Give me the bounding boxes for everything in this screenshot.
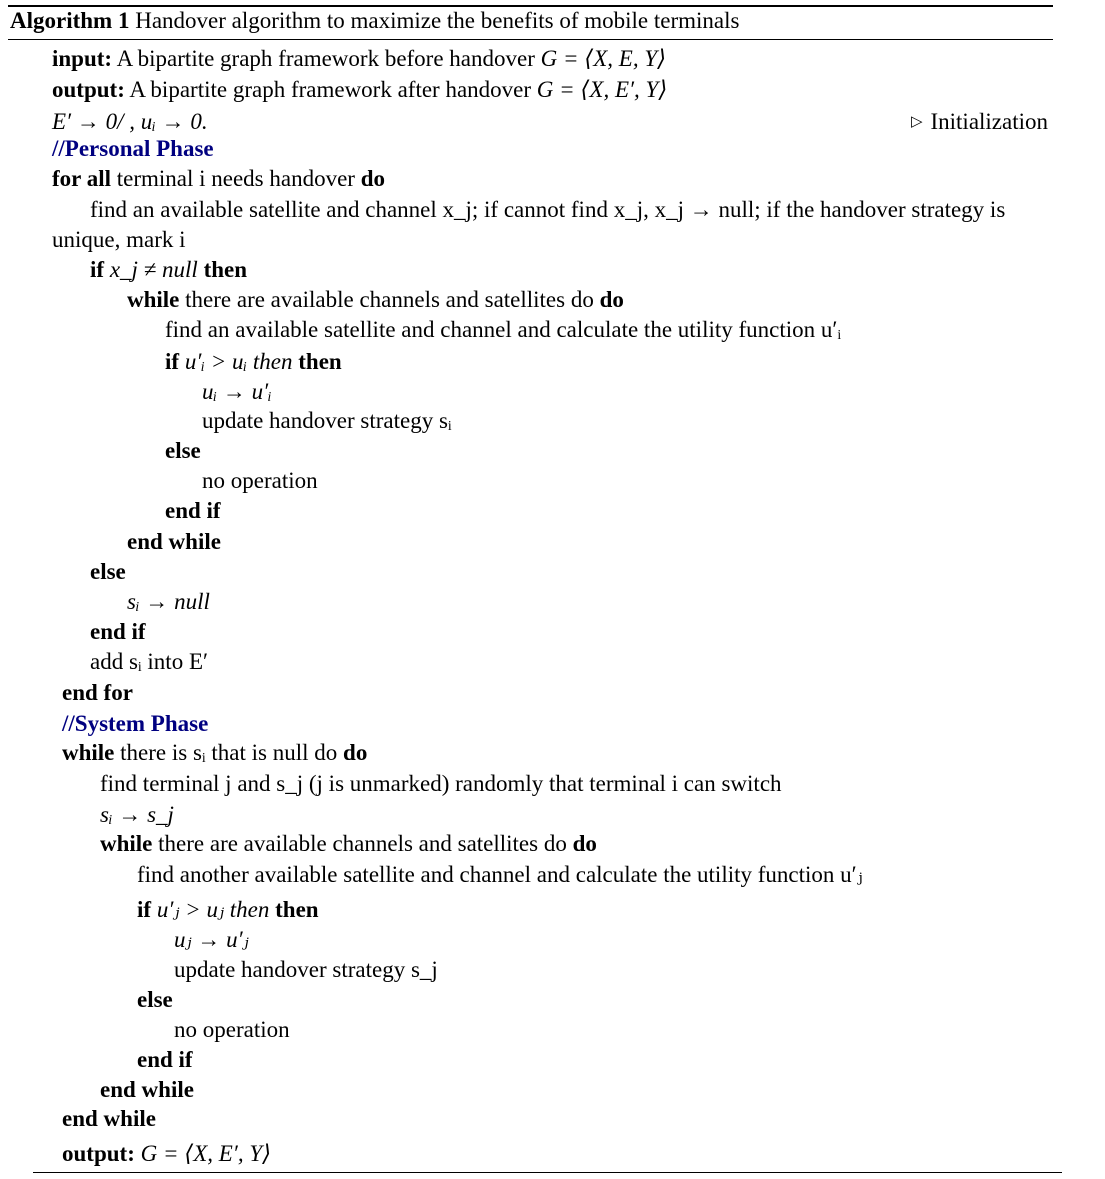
for-all-text: terminal i needs handover <box>116 166 355 191</box>
sys-while-text: there is sᵢ that is null do <box>120 740 338 765</box>
endif-line: end if <box>165 498 221 523</box>
sys-while2-do-keyword: do <box>572 831 597 856</box>
sys-while-keyword: while <box>62 740 115 765</box>
input-keyword: input: <box>52 46 113 71</box>
noop-line: no operation <box>202 468 318 493</box>
sys-while2-keyword: while <box>100 831 153 856</box>
sys-endif-line: end if <box>137 1047 193 1072</box>
init-formula: E′ → 0/ , uᵢ → 0. <box>52 109 208 134</box>
while-line <box>127 288 624 311</box>
final-output-formula: G = ⟨X, E′, Y⟩ <box>140 1141 272 1166</box>
add-line: add sᵢ into E′ <box>90 649 209 674</box>
algorithm-label: Algorithm 1 <box>10 8 130 33</box>
output-line <box>52 78 667 101</box>
find-line-1: find an available satellite and channel x_j; if cannot find x_j, x_j → null; if the handover strategy is <box>90 197 1006 222</box>
assign-null-line: sᵢ → null <box>127 589 210 614</box>
assign-u-line: uᵢ → u′ᵢ <box>202 379 272 404</box>
do-keyword: do <box>360 166 386 191</box>
find-line-2: unique, mark i <box>52 227 186 252</box>
calc-line: find an available satellite and channel and calculate the utility function u′ᵢ <box>165 317 842 342</box>
final-output-line <box>62 1142 271 1165</box>
if-keyword: if <box>90 257 105 282</box>
system-phase-heading: //System Phase <box>62 711 209 736</box>
final-output-keyword: output: <box>62 1141 135 1166</box>
sys-endwhile-line: end while <box>100 1077 194 1102</box>
sys-then-keyword: then <box>275 897 319 922</box>
sys-assign-u-line: uⱼ → u′ⱼ <box>174 927 249 952</box>
sys-if-condition: u′ⱼ > uⱼ then <box>156 897 270 922</box>
if2-condition: u′ᵢ > uᵢ then <box>184 349 293 374</box>
bottom-rule <box>33 1172 1062 1173</box>
then-keyword: then <box>203 257 248 282</box>
sys-else-line: else <box>137 987 173 1012</box>
top-rule <box>8 5 1053 7</box>
sys-calc-line: find another available satellite and channel and calculate the utility function u′ⱼ <box>137 862 863 887</box>
input-formula: G = ⟨X, E, Y⟩ <box>540 46 667 71</box>
caption-rule <box>8 39 1053 40</box>
sys-find-line: find terminal j and s_j (j is unmarked) randomly that terminal i can switch <box>100 771 782 796</box>
endfor-line: end for <box>62 680 133 705</box>
for-all-keyword: for all <box>52 166 111 191</box>
if2-keyword: if <box>165 349 180 374</box>
while-do-keyword: do <box>599 287 624 312</box>
input-line <box>52 47 666 70</box>
if-condition: x_j ≠ null <box>109 257 198 282</box>
sys-update-line: update handover strategy s_j <box>174 957 438 982</box>
input-text: A bipartite graph framework before handover <box>116 46 535 71</box>
sys-if-line <box>137 898 319 921</box>
endwhile-line: end while <box>127 529 221 554</box>
endif2-line: end if <box>90 619 146 644</box>
else-line: else <box>165 438 201 463</box>
algorithm-caption <box>10 8 739 34</box>
sys-while2-text: there are available channels and satellites do <box>158 831 567 856</box>
personal-phase-heading: //Personal Phase <box>52 136 214 161</box>
sys-while2-line <box>100 832 597 855</box>
output-formula: G = ⟨X, E′, Y⟩ <box>536 77 668 102</box>
init-line <box>52 110 208 133</box>
output-text: A bipartite graph framework after handover <box>129 77 532 102</box>
sys-swap-line: sᵢ → s_j <box>100 802 174 827</box>
if2-line <box>165 350 342 373</box>
init-comment <box>911 109 1048 135</box>
while-text: there are available channels and satellites do <box>185 287 594 312</box>
sys-do-keyword: do <box>343 740 368 765</box>
else2-line: else <box>90 559 126 584</box>
while-keyword: while <box>127 287 180 312</box>
init-comment-text: Initialization <box>930 109 1048 134</box>
for-all-line <box>52 167 385 190</box>
comment-triangle-icon: ▷ <box>910 114 923 130</box>
if-line <box>90 258 247 281</box>
if2-then-keyword: then <box>298 349 342 374</box>
sys-while-line <box>62 741 367 764</box>
sys-noop-line: no operation <box>174 1017 290 1042</box>
sys-endwhile2-line: end while <box>62 1106 156 1131</box>
sys-if-keyword: if <box>137 897 152 922</box>
output-keyword: output: <box>52 77 125 102</box>
algorithm-title: Handover algorithm to maximize the benefits of mobile terminals <box>135 8 740 33</box>
update-line: update handover strategy sᵢ <box>202 408 452 433</box>
